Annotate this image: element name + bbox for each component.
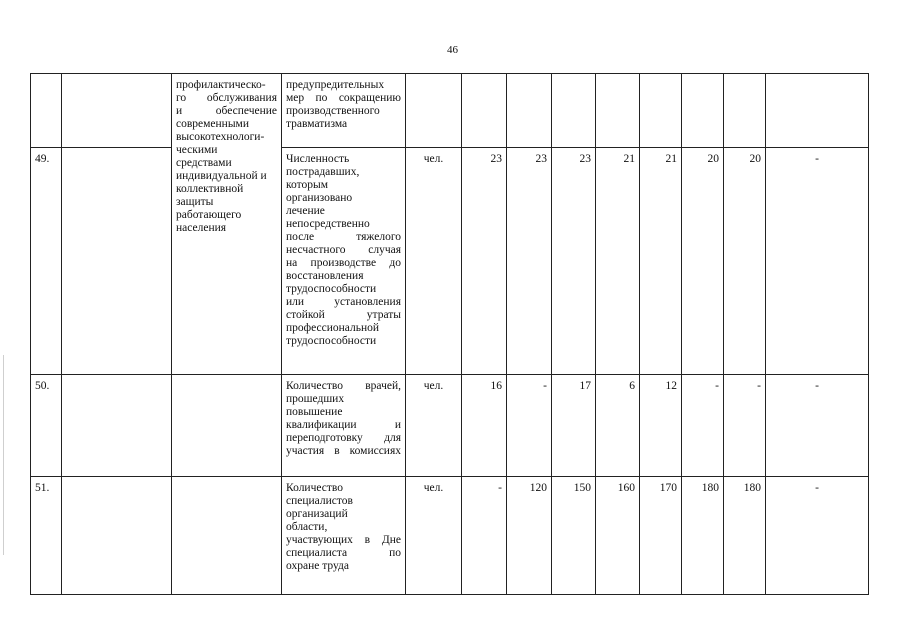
cell-unit: чел. [406,477,462,595]
program-line: ческими [176,144,218,156]
scan-edge-mark [3,355,4,555]
indicator-line: Количество [286,482,343,494]
cell-value [462,74,507,148]
indicator-line: восстановления [286,270,364,282]
cell-value: 6 [596,375,640,477]
indicator-line: профессиональной [286,322,380,334]
cell-measure [282,74,406,148]
cell-value: 150 [552,477,596,595]
program-line: защиты [176,196,214,208]
cell-unit: чел. [406,148,462,375]
cell-indicator [282,148,406,375]
cell-empty [172,477,282,595]
cell-value: 12 [640,375,682,477]
indicator-line: квалификации и [286,419,401,431]
cell-unit: чел. [406,375,462,477]
indicator-line: организаций [286,508,348,520]
cell-empty [62,477,172,595]
indicator-line: трудоспособности [286,335,377,347]
indicator-line: Численность [286,153,350,165]
cell-last: - [766,375,869,477]
cell-value: 21 [640,148,682,375]
cell-value: - [507,375,552,477]
measure-line: травматизма [286,118,348,130]
cell-empty [172,375,282,477]
indicator-line: переподготовку для [286,432,401,444]
page-number: 46 [447,44,458,56]
program-line: населения [176,222,227,234]
cell-value: - [462,477,507,595]
indicator-line: области, [286,521,328,533]
indicator-line: непосредственно [286,218,370,230]
program-line: высокотехнологи- [176,131,265,143]
program-line: современными [176,118,249,130]
indicator-line: прошедших [286,393,345,405]
cell-indicator [282,375,406,477]
table-row-50 [31,375,869,477]
table-row-51 [31,477,869,595]
table-row-49 [31,148,869,375]
cell-value: - [724,375,766,477]
program-line: го обслуживания [176,92,277,104]
program-line: средствами [176,157,232,169]
indicator-line: организовано [286,192,353,204]
cell-value: 20 [724,148,766,375]
cell-value: 17 [552,375,596,477]
table-row-continuation [31,74,869,148]
indicator-line: на производстве до [286,257,401,269]
cell-value [552,74,596,148]
cell-value: 20 [682,148,724,375]
cell-num: 51. [31,477,62,595]
cell-program [172,74,282,375]
cell-value [596,74,640,148]
cell-empty [62,375,172,477]
cell-value: 23 [507,148,552,375]
cell-num [31,74,62,148]
cell-value: 23 [462,148,507,375]
cell-last: - [766,477,869,595]
measure-line: предупредительных [286,79,385,91]
indicator-line: или установления [286,296,401,308]
indicator-line: Количество врачей, [286,380,401,392]
program-line: индивидуальной и [176,170,267,182]
cell-value [682,74,724,148]
cell-indicator [282,477,406,595]
indicator-line: участия в комиссиях [286,445,401,457]
indicator-line: лечение [286,205,325,217]
cell-value: 170 [640,477,682,595]
cell-empty [62,74,172,148]
program-line: профилактическо- [176,79,266,91]
cell-value: 180 [682,477,724,595]
indicator-line: несчастного случая [286,244,401,256]
program-line: и обеспечение [176,105,277,117]
cell-num: 50. [31,375,62,477]
cell-value: - [682,375,724,477]
cell-value: 16 [462,375,507,477]
cell-value [724,74,766,148]
measure-line: производственного [286,105,380,117]
indicator-line: охране труда [286,560,349,572]
program-line: работающего [176,209,242,221]
indicator-line: трудоспособности [286,283,377,295]
cell-value [640,74,682,148]
cell-value: 21 [596,148,640,375]
indicator-line: специалистов [286,495,353,507]
program-line: коллективной [176,183,244,195]
indicator-line: после тяжелого [286,231,401,243]
cell-empty [62,148,172,375]
indicator-line: пострадавших, [286,166,360,178]
cell-value: 160 [596,477,640,595]
indicators-table [30,73,869,595]
cell-value: 180 [724,477,766,595]
indicator-line: которым [286,179,328,191]
cell-value: 23 [552,148,596,375]
cell-last: - [766,148,869,375]
cell-value [507,74,552,148]
cell-value: 120 [507,477,552,595]
measure-line: мер по сокращению [286,92,401,104]
indicator-line: стойкой утраты [286,309,401,321]
cell-num: 49. [31,148,62,375]
cell-last [766,74,869,148]
indicator-line: специалиста по [286,547,401,559]
indicator-line: повышение [286,406,343,418]
cell-unit [406,74,462,148]
indicator-line: участвующих в Дне [286,534,401,546]
